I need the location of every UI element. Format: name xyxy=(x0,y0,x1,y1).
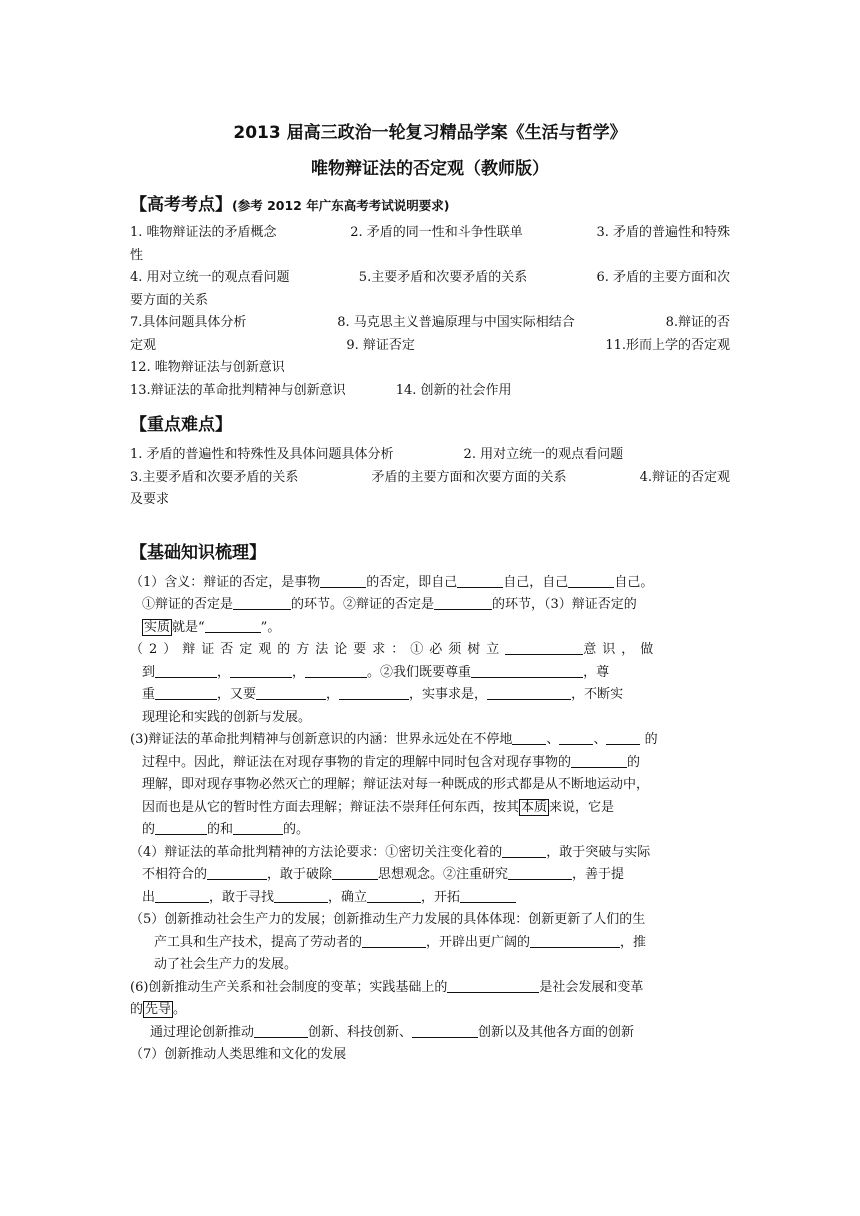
list-line xyxy=(130,380,730,403)
text-segment: ， xyxy=(292,664,306,680)
document-title: 2013 届高三政治一轮复习精品学案《生活与哲学》 xyxy=(233,123,627,143)
text-segment: 理解，即对现存事物必然灭亡的理解；辩证法对每一种既成的形式都是从不断地运动中， xyxy=(142,777,650,792)
text-segment: 4.辩证的否定观 xyxy=(639,469,730,485)
text-segment: 的 xyxy=(627,754,641,770)
exam-points-list xyxy=(130,222,730,402)
text-segment: ，不断实 xyxy=(571,687,624,702)
text-segment: ， xyxy=(217,664,231,680)
item-7: （7）创新推动人类思维和文化的发展 xyxy=(130,1047,347,1062)
exam-points-note: (参考 2012 年广东高考考试说明要求) xyxy=(232,198,450,213)
document-page xyxy=(130,112,730,1067)
text-segment: ，确立 xyxy=(328,889,368,905)
answer-blank xyxy=(233,820,283,835)
text-segment: 要方面的关系 xyxy=(130,292,209,308)
answer-blank xyxy=(505,640,583,655)
basics-body xyxy=(130,572,730,1067)
answer-blank xyxy=(512,730,546,745)
text-segment: 的 xyxy=(142,822,156,837)
text-segment: 的环节，（3）辩证否定的 xyxy=(492,597,637,612)
item-1 xyxy=(130,572,730,640)
text-segment: ， xyxy=(326,687,340,702)
text-segment: 就是“ xyxy=(172,619,205,635)
text-segment: 是社会发展和变革 xyxy=(539,979,644,995)
answer-blank xyxy=(530,933,620,948)
answer-blank xyxy=(367,888,421,903)
text-segment: 【高考考点】 xyxy=(130,195,232,215)
answer-blank xyxy=(434,595,492,610)
key-points-list xyxy=(130,444,730,512)
text-segment: 的否定，即自己 xyxy=(366,574,458,590)
text-segment: 2. 矛盾的同一性和斗争性联单 xyxy=(350,225,523,240)
text-segment: 思想观念。②注重研究 xyxy=(378,867,509,882)
keyword-box: 先导 xyxy=(145,1002,172,1017)
text-segment: 、 xyxy=(593,732,607,747)
text-segment: ，开拓 xyxy=(421,889,461,905)
text-segment: 14. 创新的社会作用 xyxy=(395,382,512,398)
answer-blank xyxy=(256,685,326,700)
text-segment: 过程中。因此，辩证法在对现存事物的肯定的理解中同时包含对现存事物的 xyxy=(142,754,572,770)
text-segment: 来说，它是 xyxy=(549,799,615,815)
list-line xyxy=(130,357,730,380)
list-line xyxy=(130,489,730,512)
answer-blank xyxy=(508,865,572,880)
text-segment: 的 xyxy=(130,1002,144,1017)
list-line xyxy=(130,444,730,467)
keyword-box: 实质 xyxy=(144,619,171,635)
answer-blank xyxy=(502,843,546,858)
answer-blank xyxy=(155,685,217,700)
text-segment: （2）辩证否定观的方法论要求：①必须树立 xyxy=(130,642,506,657)
text-segment: 13.辩证法的革命批判精神与创新意识 xyxy=(130,382,346,398)
text-segment: (6)创新推动生产关系和社会制度的变革；实践基础上的 xyxy=(130,979,448,995)
text-segment: 9. 辩证否定 xyxy=(346,337,415,353)
answer-blank xyxy=(205,618,261,633)
text-segment: ，开辟出更广阔的 xyxy=(426,934,531,950)
text-segment: 创新、科技创新、 xyxy=(308,1024,413,1040)
text-segment: 的 xyxy=(644,732,658,747)
text-segment: 性 xyxy=(130,247,144,263)
text-segment: 8.辩证的否 xyxy=(665,315,730,330)
text-segment: 不相符合的 xyxy=(142,867,208,882)
item-4 xyxy=(130,842,730,910)
list-line xyxy=(130,312,730,335)
text-segment: ，敢于破除 xyxy=(267,867,333,882)
text-segment: （4）辩证法的革命批判精神的方法论要求：①密切关注变化着的 xyxy=(130,844,503,860)
item-3 xyxy=(130,729,730,842)
text-segment: 3.主要矛盾和次要矛盾的关系 xyxy=(130,469,299,485)
answer-blank xyxy=(305,663,367,678)
document-subtitle: 唯物辩证法的否定观（教师版） xyxy=(311,159,549,179)
text-segment: 自己。 xyxy=(614,574,654,590)
text-segment: 自己，自己 xyxy=(503,574,569,590)
text-segment: 。②我们既要尊重 xyxy=(367,664,472,680)
text-segment: （5）创新推动社会生产力的发展；创新推动生产力发展的具体体现：创新更新了人们的生 xyxy=(130,912,646,927)
text-segment: 出 xyxy=(142,889,156,905)
text-segment: 6. 矛盾的主要方面和次 xyxy=(596,270,730,285)
text-segment: ，敢于突破与实际 xyxy=(546,844,651,860)
answer-blank xyxy=(233,595,291,610)
text-segment: 3. 矛盾的普遍性和特殊 xyxy=(596,225,730,240)
list-line xyxy=(130,267,730,290)
text-segment: 。 xyxy=(173,1002,187,1017)
text-segment: 产工具和生产技术，提高了劳动者的 xyxy=(154,934,363,950)
answer-blank xyxy=(606,730,640,745)
text-segment: ，又要 xyxy=(217,687,257,702)
text-segment: 4. 用对立统一的观点看问题 xyxy=(130,270,290,285)
text-segment: 意识，做 xyxy=(583,642,660,657)
text-segment: 通过理论创新推动 xyxy=(150,1024,255,1040)
text-segment: 5.主要矛盾和次要矛盾的关系 xyxy=(358,270,528,285)
text-segment: 动了社会生产力的发展。 xyxy=(154,957,298,972)
answer-blank xyxy=(362,933,426,948)
text-segment: ①辩证的否定是 xyxy=(142,597,234,612)
text-segment: 因而也是从它的暂时性方面去理解；辩证法不崇拜任何东西，按其 xyxy=(142,799,520,815)
text-segment: 定观 xyxy=(130,337,157,353)
answer-blank xyxy=(207,865,267,880)
text-segment: 1. 矛盾的普遍性和特殊性及具体问题具体分析 xyxy=(130,447,394,462)
item-2 xyxy=(130,639,730,729)
text-segment: 及要求 xyxy=(130,492,170,507)
answer-blank xyxy=(230,663,292,678)
answer-blank xyxy=(155,820,207,835)
answer-blank xyxy=(487,685,571,700)
text-segment: ，善于提 xyxy=(572,867,625,882)
text-segment: 创新以及其他各方面的创新 xyxy=(478,1024,635,1040)
text-segment: 2. 用对立统一的观点看问题 xyxy=(463,447,624,462)
list-line xyxy=(130,245,730,268)
text-segment: ”。 xyxy=(260,619,281,635)
list-line xyxy=(130,290,730,313)
answer-blank xyxy=(339,685,409,700)
item-5 xyxy=(130,909,730,977)
answer-blank xyxy=(320,573,366,588)
text-segment: 现理论和实践的创新与发展。 xyxy=(142,709,312,725)
text-segment: 、 xyxy=(546,732,560,747)
text-segment: 12. 唯物辩证法与创新意识 xyxy=(130,360,285,375)
text-segment: ，敢于寻找 xyxy=(209,889,275,905)
key-points-heading: 【重点难点】 xyxy=(130,415,232,435)
text-segment: ，尊 xyxy=(583,664,610,680)
text-segment: ，实事求是， xyxy=(409,687,488,702)
answer-blank xyxy=(568,573,614,588)
text-segment: 矛盾的主要方面和次要方面的关系 xyxy=(371,469,567,485)
text-segment: 7.具体问题具体分析 xyxy=(130,315,247,330)
answer-blank xyxy=(447,978,539,993)
exam-points-heading xyxy=(130,192,730,218)
answer-blank xyxy=(332,865,378,880)
text-segment: 的。 xyxy=(283,822,310,837)
text-segment: 重 xyxy=(142,687,156,702)
answer-blank xyxy=(460,888,516,903)
answer-blank xyxy=(155,663,217,678)
answer-blank xyxy=(559,730,593,745)
item-6 xyxy=(130,977,730,1045)
list-line xyxy=(130,335,730,358)
keyword-box: 本质 xyxy=(521,799,548,815)
answer-blank xyxy=(274,888,328,903)
text-segment: ，推 xyxy=(620,934,647,950)
text-segment: 11.形而上学的否定观 xyxy=(605,337,730,353)
text-segment: 的环节。②辩证的否定是 xyxy=(291,597,435,612)
text-segment: （1）含义：辩证的否定，是事物 xyxy=(130,574,321,590)
answer-blank xyxy=(571,753,627,768)
text-segment: 8. 马克思主义普遍原理与中国实际相结合 xyxy=(337,315,575,330)
list-line xyxy=(130,222,730,245)
text-segment: 的和 xyxy=(207,822,234,837)
basics-heading: 【基础知识梳理】 xyxy=(130,542,266,563)
list-line xyxy=(130,467,730,490)
text-segment: 1. 唯物辩证法的矛盾概念 xyxy=(130,225,277,240)
text-segment: 到 xyxy=(142,664,156,680)
answer-blank xyxy=(412,1023,478,1038)
answer-blank xyxy=(155,888,209,903)
answer-blank xyxy=(457,573,503,588)
answer-blank xyxy=(471,663,583,678)
text-segment: (3)辩证法的革命批判精神与创新意识的内涵：世界永远处在不停地 xyxy=(130,732,513,747)
answer-blank xyxy=(254,1023,308,1038)
